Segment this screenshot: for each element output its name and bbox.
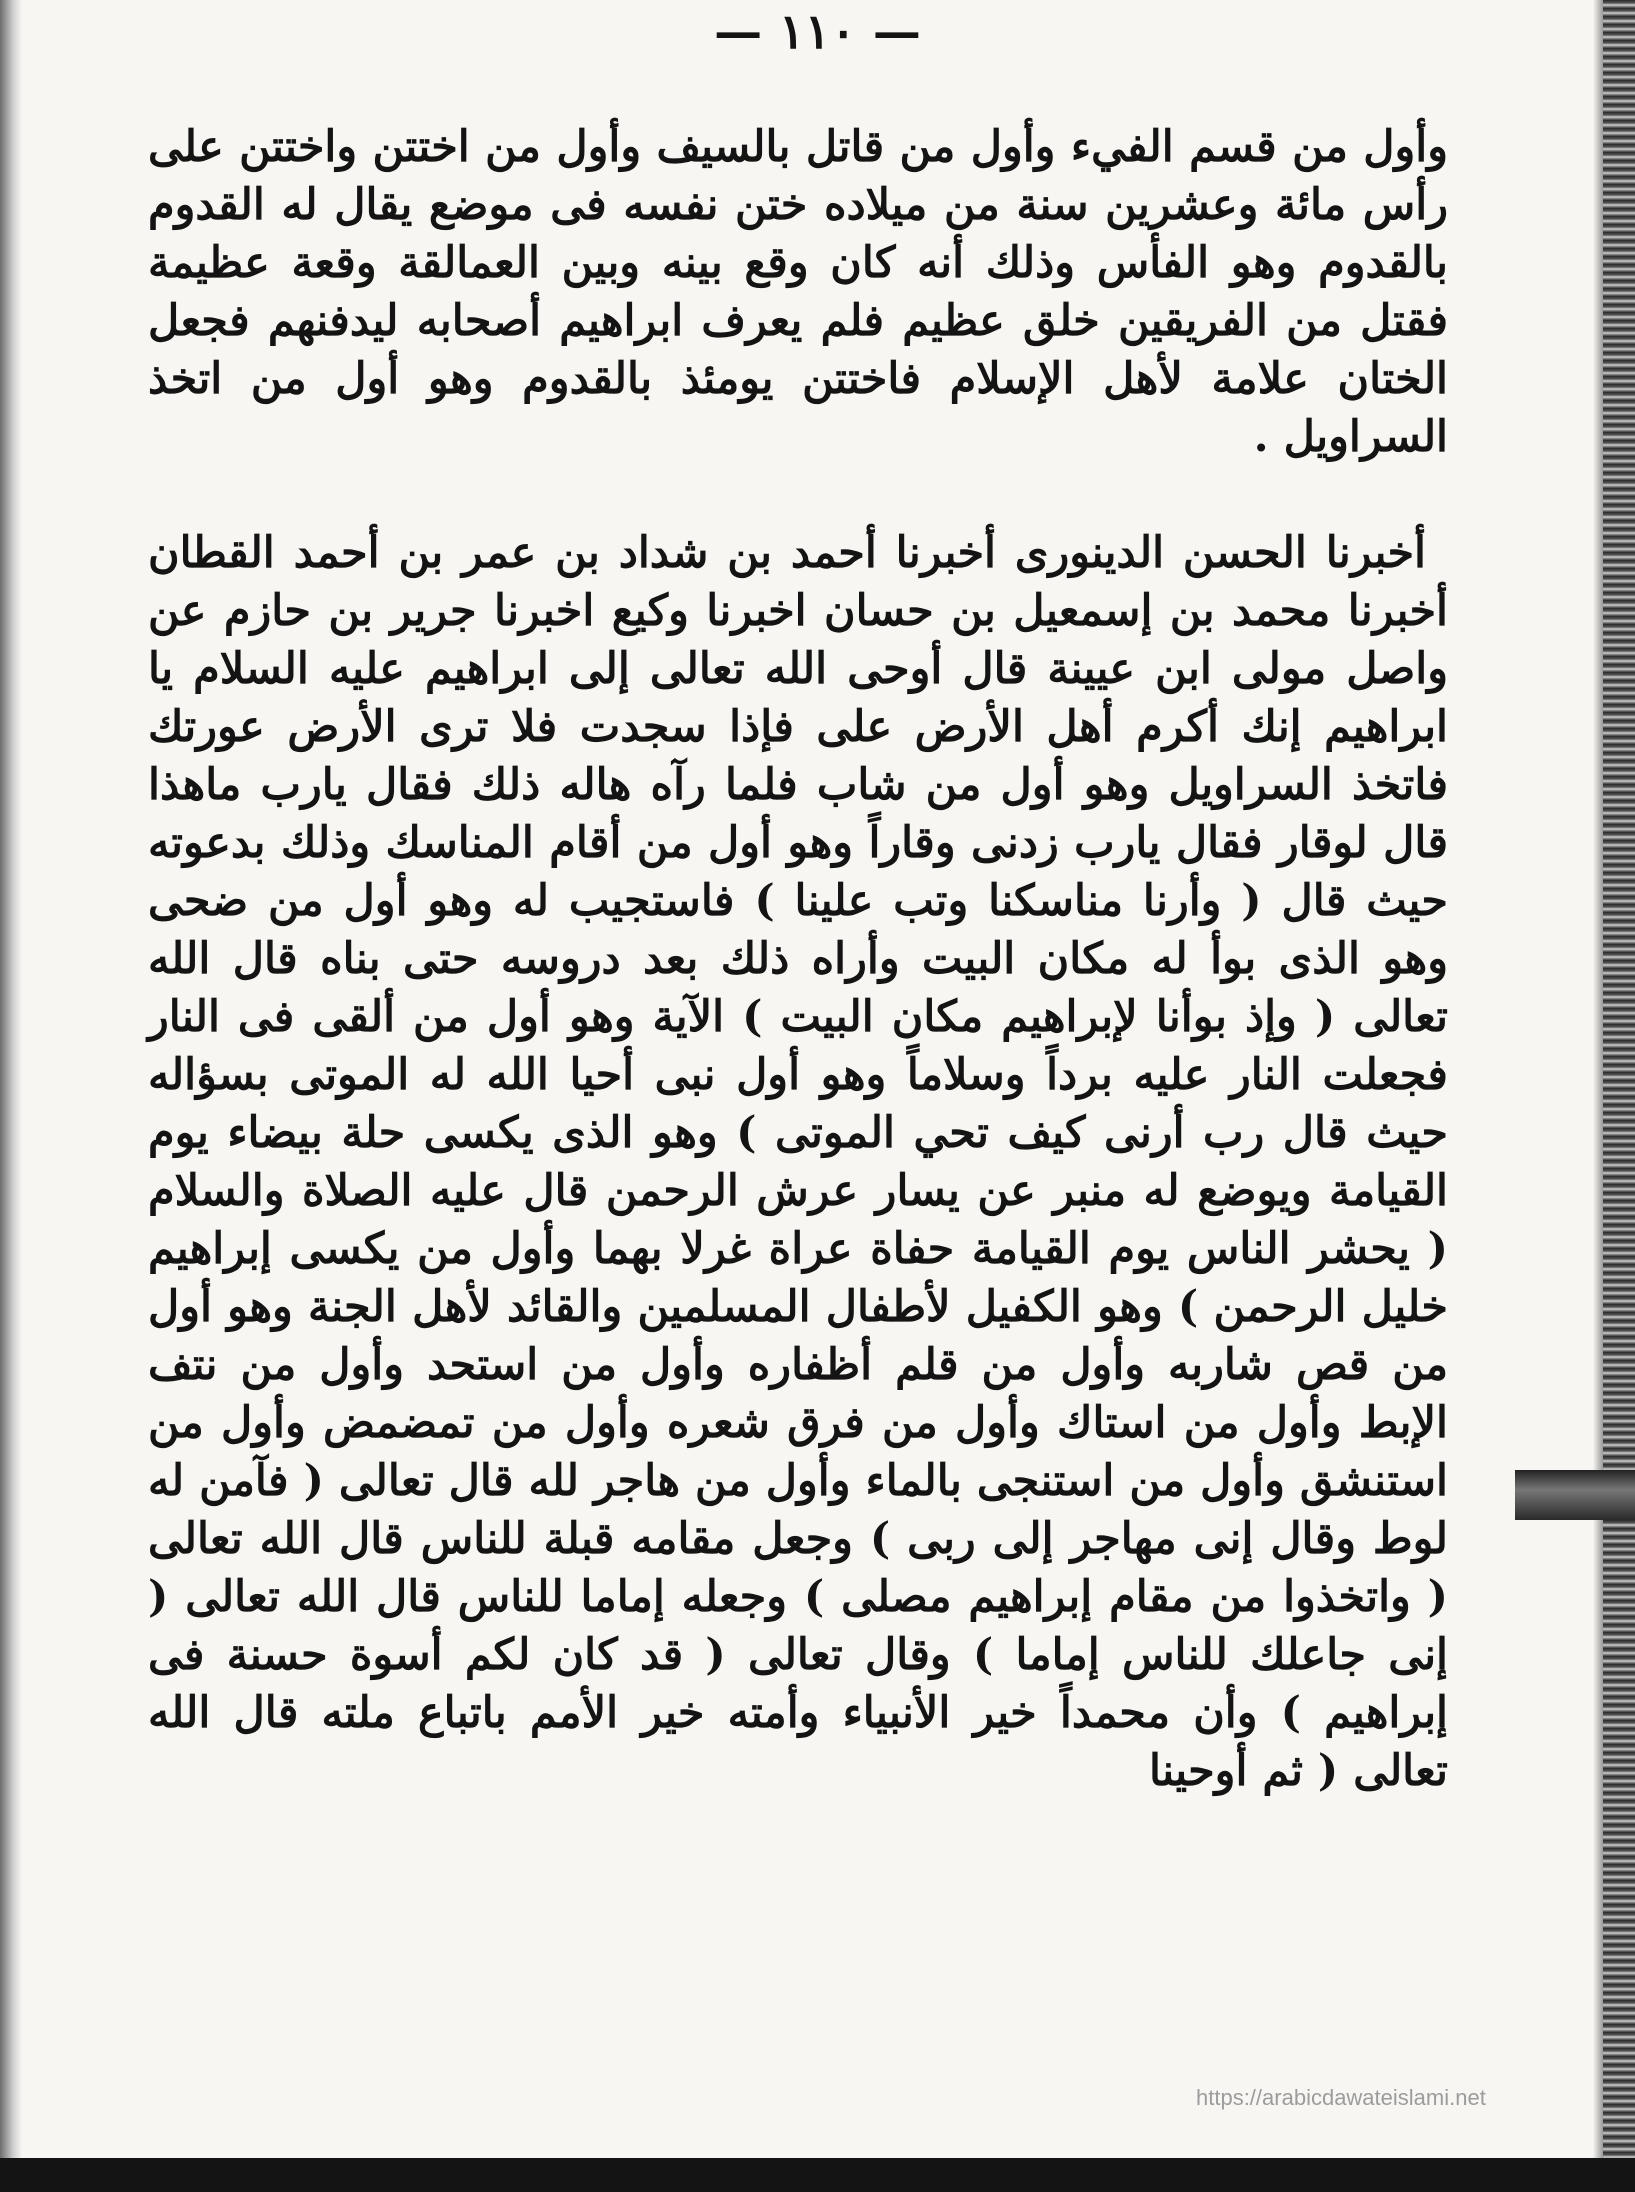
body-text bbox=[148, 118, 1448, 1800]
paragraph-1: وأول من قسم الفيء وأول من قاتل بالسيف وأول من اختتن واختتن على رأس مائة وعشرين سنة من ميلاده ختن نفسه فى موضع يقال له القدوم بالقدوم وهو الفأس وذلك أنه كان وقع بينه وبين العمالقة وقعة عظيمة فقتل من الفريقين خلق عظيم فلم يعرف ابراهيم أصحابه ليدفنهم فجعل الختان علامة لأهل الإسلام فاختتن يومئذ بالقدوم وهو أول من اتخذ السراويل . bbox=[148, 122, 1448, 462]
book-fore-edge bbox=[1603, 0, 1635, 2192]
source-watermark: https://arabicdawateislami.net bbox=[1196, 2085, 1486, 2110]
scan-left-edge bbox=[0, 0, 22, 2192]
page-tab-marker bbox=[1515, 1470, 1635, 1520]
paragraph-2: أخبرنا الحسن الدينورى أخبرنا أحمد بن شداد بن عمر بن أحمد القطان أخبرنا محمد بن إسمعيل بن حسان اخبرنا وكيع اخبرنا جرير بن حازم عن واصل مولى ابن عيينة قال أوحى الله تعالى إلى ابراهيم عليه السلام يا ابراهيم إنك أكرم أهل الأرض على فإذا سجدت فلا ترى الأرض عورتك فاتخذ السراويل وهو أول من شاب فلما رآه هاله ذلك فقال يارب ماهذا قال لوقار فقال يارب زدنى وقاراً وهو أول من أقام المناسك وذلك بدعوته حيث قال ( وأرنا مناسكنا وتب علينا ) فاستجيب له وهو أول من ضحى وهو الذى بوأ له مكان البيت وأراه ذلك بعد دروسه حتى بناه قال الله تعالى ( وإذ بوأنا لإبراهيم مكان البيت ) الآية وهو أول من ألقى فى النار فجعلت النار عليه برداً وسلاماً وهو أول نبى أحيا الله له الموتى بسؤاله حيث قال رب أرنى كيف تحي الموتى ) وهو الذى يكسى حلة بيضاء يوم القيامة ويوضع له منبر عن يسار عرش الرحمن قال عليه الصلاة والسلام ( يحشر الناس يوم القيامة حفاة عراة غرلا بهما وأول من يكسى إبراهيم خليل الرحمن ) وهو الكفيل لأطفال المسلمين والقائد لأهل الجنة وهو أول من قص شاربه وأول من قلم أظفاره وأول من استحد وأول من نتف الإبط وأول من استاك وأول من فرق شعره وأول من تمضمض وأول من استنشق وأول من استنجى بالماء وأول من هاجر لله قال تعالى ( فآمن له لوط وقال إنى مهاجر إلى ربى ) وجعل مقامه قبلة للناس قال الله تعالى ( واتخذوا من مقام إبراهيم مصلى ) وجعله إماما للناس قال الله تعالى ( إنى جاعلك للناس إماما ) وقال تعالى ( قد كان لكم أسوة حسنة فى إبراهيم ) وأن محمداً خير الأنبياء وأمته خير الأمم باتباع ملته قال الله تعالى ( ثم أوحينا bbox=[148, 528, 1448, 1796]
scan-bottom-edge bbox=[0, 2158, 1635, 2192]
page-number: — ١١٠ — bbox=[714, 4, 921, 60]
binding-shadow bbox=[1593, 0, 1603, 2192]
